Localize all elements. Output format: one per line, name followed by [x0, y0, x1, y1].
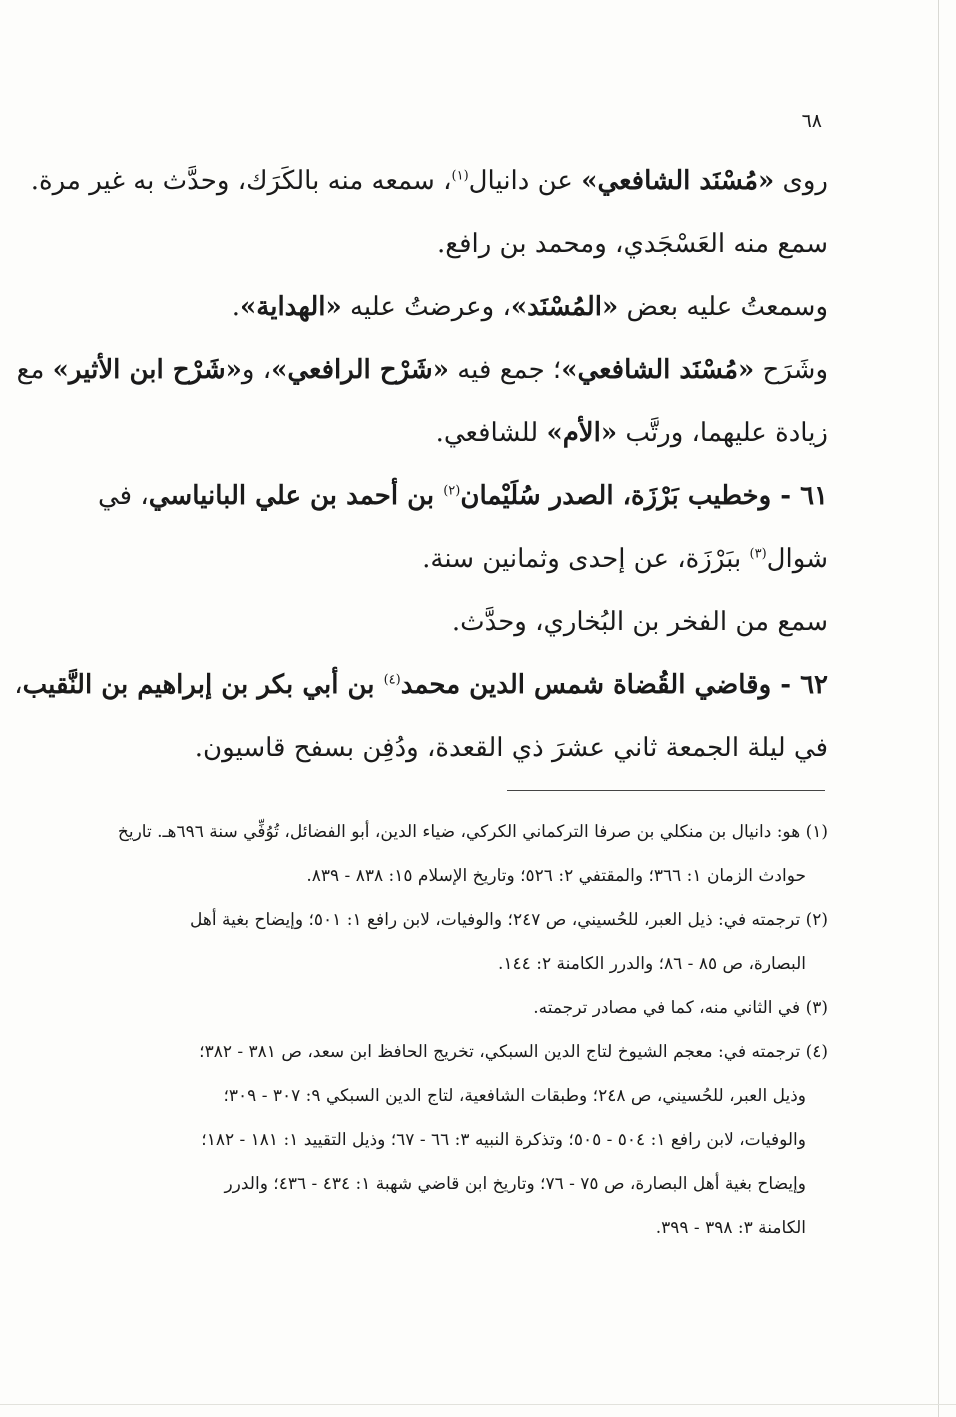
text-segment: شوال: [766, 544, 828, 574]
footnote-marker: (١): [451, 168, 469, 184]
footnote-marker: (٣): [749, 546, 767, 562]
text-segment: سمع من الفخر بن البُخاري، وحدَّث.: [451, 607, 828, 637]
footnote-line: وذيل العبر، للحُسيني، ص ٢٤٨؛ وطبقات الشافعية، لتاج الدين السبكي ٩: ٣٠٧ - ٣٠٩؛: [223, 1086, 806, 1106]
text-segment: ببَرْزَة، عن إحدى وثمانين سنة.: [422, 544, 750, 574]
footnote-line: البصارة، ص ٨٥ - ٨٦؛ والدرر الكامنة ٢: ١٤٤.: [498, 954, 806, 974]
text-segment: ؛ جمع فيه: [448, 355, 562, 385]
text-line: [98, 717, 828, 780]
text-line: [98, 213, 828, 276]
footnote-line: (١) هو: دانيال بن منكلي بن صرفا التركماني الكركي، ضياء الدين، أبو الفضائل، تُوُفِّي سنة ٦٩٦هـ. تاريخ: [117, 822, 828, 842]
text-segment: ، سمعه منه بالكَرَك، وحدَّث به غير مرة.: [30, 166, 452, 196]
page-bottom-edge: [0, 1404, 956, 1405]
footnote-line: حوادث الزمان ١: ٣٦٦؛ والمقتفي ٢: ٥٢٦؛ وتاريخ الإسلام ١٥: ٨٣٨ - ٨٣٩.: [306, 866, 806, 886]
text-segment: زيادة عليهما، ورتَّب: [617, 418, 828, 448]
page-edge: [938, 0, 939, 1417]
bold-title: بن أحمد بن علي البانياسي: [148, 481, 444, 511]
text-segment: ، وعرضتُ عليه: [341, 292, 511, 322]
text-segment: .: [231, 292, 241, 322]
text-segment: ، و: [241, 355, 272, 385]
bold-title: «شَرْح الرافعي»: [271, 355, 449, 385]
text-segment: في ليلة الجمعة ثاني عشرَ ذي القعدة، ودُفِن بسفح قاسيون.: [194, 733, 828, 763]
text-line: [98, 528, 828, 591]
text-segment: للشافعي.: [435, 418, 547, 448]
text-segment: عن دانيال: [468, 166, 582, 196]
text-segment: وسمعتُ عليه بعض: [618, 292, 828, 322]
footnote-separator: [507, 790, 825, 791]
bold-title: ٦١ - وخطيب بَرْزَة، الصدر سُلَيْمان: [460, 481, 828, 511]
footnote-line: وإيضاح بغية أهل البصارة، ص ٧٥ - ٧٦؛ وتاريخ ابن قاضي شهبة ١: ٤٣٤ - ٤٣٦؛ والدرر: [224, 1174, 806, 1194]
footnote-line: (٤) ترجمته في: معجم الشيوخ لتاج الدين السبكي، تخريج الحافظ ابن سعد، ص ٣٨١ - ٣٨٢؛: [199, 1042, 828, 1062]
text-line: [98, 591, 828, 654]
footnote-line: (٢) ترجمته في: ذيل العبر، للحُسيني، ص ٢٤٧؛ والوفيات، لابن رافع ١: ٥٠١؛ وإيضاح بغية أهل: [190, 910, 828, 930]
text-line: [30, 150, 828, 213]
text-segment: روى: [774, 166, 828, 196]
footnote-marker: (٤): [383, 672, 401, 688]
footnote-marker: (٢): [443, 483, 461, 499]
text-line: [98, 465, 828, 528]
text-segment: ، في: [97, 481, 149, 511]
bold-title: «مُسْنَد الشافعي»: [561, 355, 755, 385]
bold-title: «المُسْنَد»: [510, 292, 619, 322]
text-segment: سمع منه العَسْجَدي، ومحمد بن رافع.: [436, 229, 828, 259]
text-segment: ،: [14, 670, 23, 700]
bold-title: ٦٢ - وقاضي القُضاة شمس الدين محمد: [400, 670, 828, 700]
bold-title: «مُسْنَد الشافعي»: [581, 166, 775, 196]
page-number: ٦٨: [801, 110, 822, 132]
footnote-line: الكامنة ٣: ٣٩٨ - ٣٩٩.: [655, 1218, 806, 1238]
text-segment: مع: [16, 355, 53, 385]
footnote-line: (٣) في الثاني منه، كما في مصادر ترجمته.: [533, 998, 828, 1018]
text-line: [16, 339, 828, 402]
text-line: [14, 654, 828, 717]
bold-title: «الهداية»: [240, 292, 342, 322]
bold-title: «الأم»: [546, 418, 618, 448]
bold-title: بن أبي بكر بن إبراهيم بن النَّقيب: [22, 670, 384, 700]
footnotes: [104, 810, 828, 1250]
text-line: [98, 402, 828, 465]
bold-title: «شَرْح ابن الأثير»: [52, 355, 242, 385]
text-line: [98, 276, 828, 339]
footnote-line: والوفيات، لابن رافع ١: ٥٠٤ - ٥٠٥؛ وتذكرة النبيه ٣: ٦٦ - ٦٧؛ وذيل التقييد ١: ١٨١ - ١٨٢؛: [201, 1130, 806, 1150]
main-text: [14, 150, 828, 780]
text-segment: وشَرَح: [754, 355, 828, 385]
